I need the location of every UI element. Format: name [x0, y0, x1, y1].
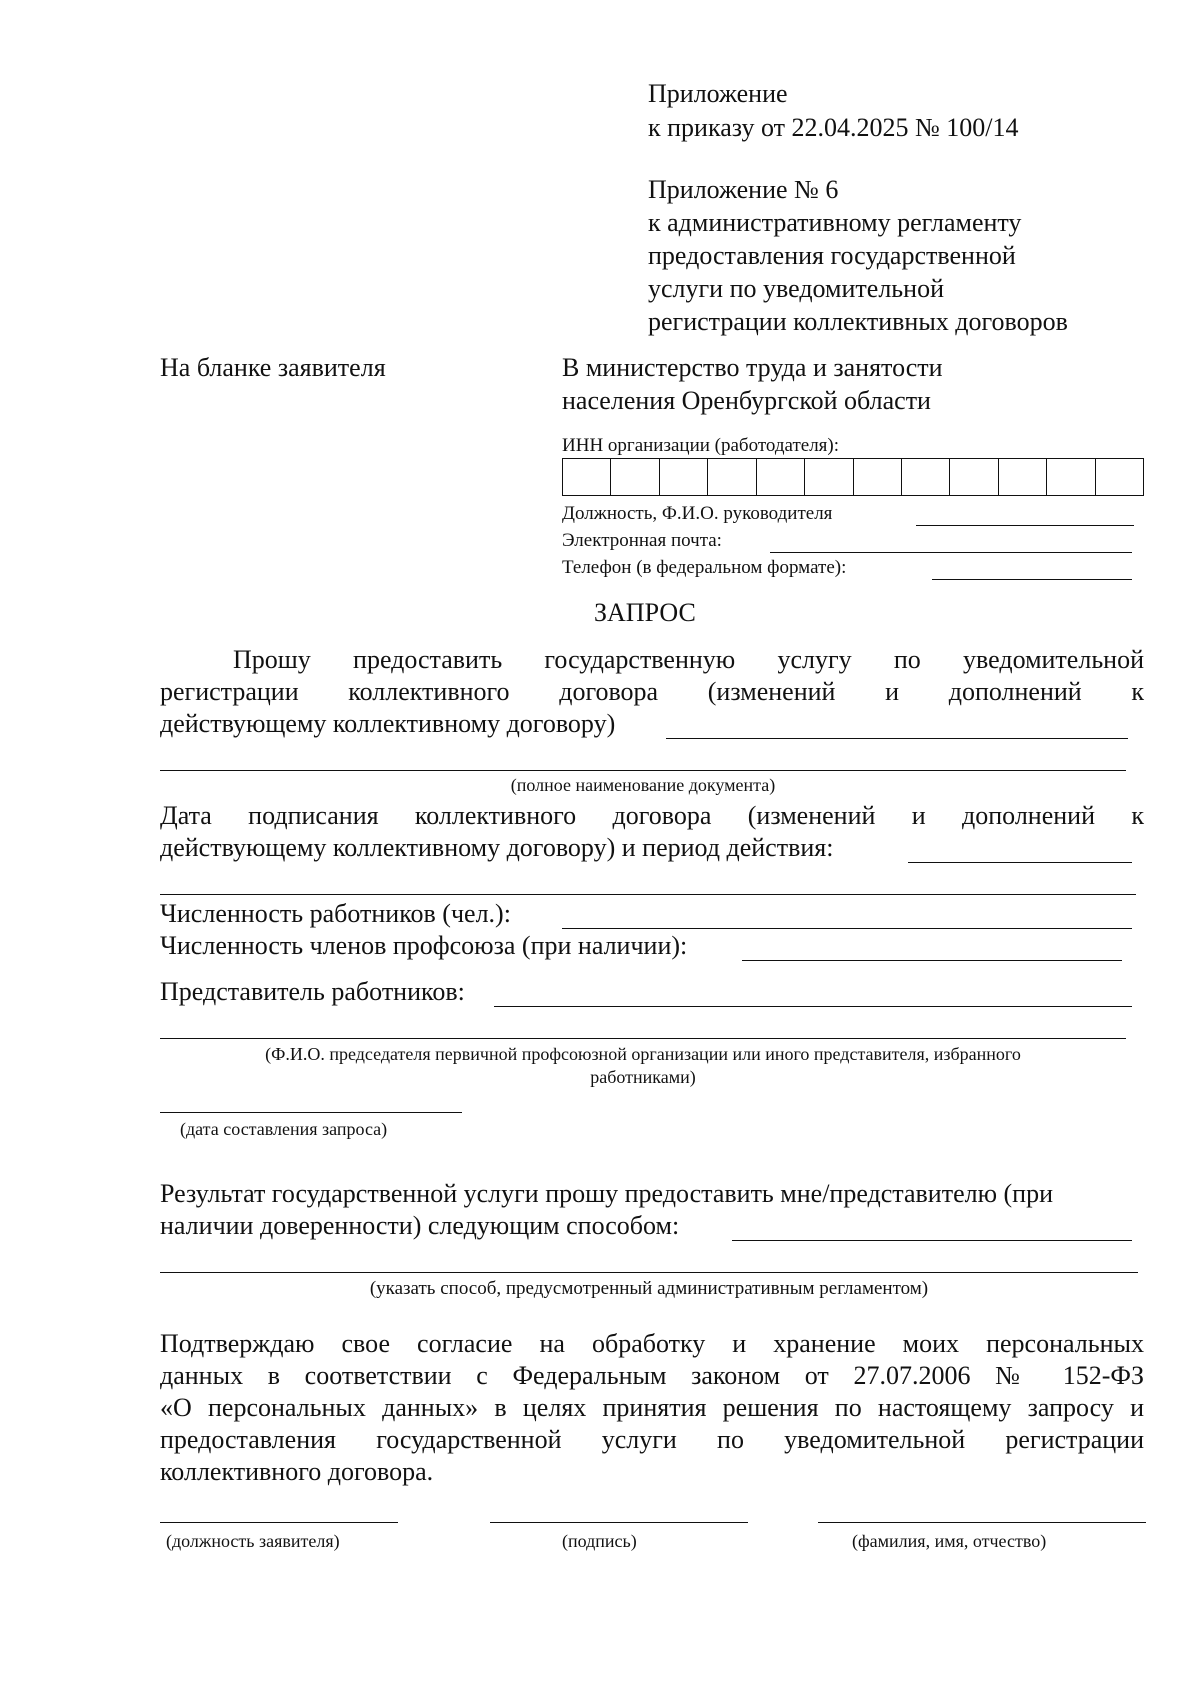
signing-line: Дата подписания коллективного договора (изменений и дополнений к [160, 801, 1144, 830]
appendix-order: к приказу от 22.04.2025 № 100/14 [648, 113, 1019, 142]
applicant-position-caption: (должность заявителя) [166, 1531, 340, 1551]
inn-digit-cell[interactable] [853, 459, 901, 495]
consent-line: «О персональных данных» в целях принятия решения по настоящему запросу и [160, 1393, 1144, 1422]
workers-label: Численность работников (чел.): [160, 899, 511, 928]
document-name-caption: (полное наименование документа) [510, 775, 776, 795]
appendix6-title: Приложение № 6 [648, 175, 839, 204]
recipient-line: В министерство труда и занятости [562, 353, 943, 382]
inn-digit-cell[interactable] [610, 459, 658, 495]
signing-period-field[interactable] [908, 862, 1132, 863]
fullname-caption: (фамилия, имя, отчество) [852, 1531, 1047, 1551]
union-label: Численность членов профсоюза (при наличии): [160, 931, 688, 960]
workers-field[interactable] [562, 928, 1132, 929]
signing-period-field-2[interactable] [160, 894, 1136, 895]
position-label: Должность, Ф.И.О. руководителя [562, 503, 833, 524]
appendix6-line: к административному регламенту [648, 208, 1022, 237]
inn-digit-cell[interactable] [756, 459, 804, 495]
appendix6-line: регистрации коллективных договоров [648, 307, 1068, 336]
inn-digit-cell[interactable] [1095, 459, 1143, 495]
inn-digit-cell[interactable] [563, 459, 610, 495]
signature-field[interactable] [490, 1522, 748, 1523]
inn-digit-cell[interactable] [659, 459, 707, 495]
consent-line: коллективного договора. [160, 1457, 434, 1486]
inn-label: ИНН организации (работодателя): [562, 435, 840, 456]
result-line: Результат государственной услуги прошу предоставить мне/представителю (при [160, 1179, 1054, 1208]
inn-digit-cell[interactable] [1046, 459, 1094, 495]
recipient-line: населения Оренбургской области [562, 386, 931, 415]
document-name-field-2[interactable] [160, 770, 1126, 771]
phone-label: Телефон (в федеральном формате): [562, 557, 847, 578]
request-date-field[interactable] [160, 1112, 462, 1113]
inn-digit-cell[interactable] [998, 459, 1046, 495]
request-date-caption: (дата составления запроса) [180, 1119, 388, 1139]
consent-line: Подтверждаю свое согласие на обработку и хранение моих персональных [160, 1329, 1144, 1358]
position-field[interactable] [916, 525, 1134, 526]
representative-field[interactable] [494, 1006, 1132, 1007]
request-line: регистрации коллективного договора (изменений и дополнений к [160, 677, 1144, 706]
result-line: наличии доверенности) следующим способом: [160, 1211, 680, 1240]
phone-field[interactable] [932, 579, 1132, 580]
fullname-field[interactable] [818, 1522, 1146, 1523]
appendix-title: Приложение [648, 79, 788, 108]
inn-digit-cell[interactable] [901, 459, 949, 495]
letterhead-note: На бланке заявителя [160, 353, 386, 382]
inn-digit-cell[interactable] [707, 459, 755, 495]
request-line: действующему коллективному договору) [160, 709, 616, 738]
representative-field-2[interactable] [160, 1038, 1126, 1039]
result-method-caption: (указать способ, предусмотренный административным регламентом) [369, 1278, 929, 1299]
applicant-position-field[interactable] [160, 1522, 398, 1523]
request-line: Прошу предоставить государственную услугу по уведомительной [233, 645, 1144, 674]
inn-digit-cell[interactable] [804, 459, 852, 495]
representative-caption: работниками) [590, 1067, 696, 1087]
consent-line: данных в соответствии с Федеральным законом от 27.07.2006 № 152-ФЗ [160, 1361, 1144, 1390]
representative-label: Представитель работников: [160, 977, 465, 1006]
result-method-field-2[interactable] [160, 1272, 1138, 1273]
appendix6-line: услуги по уведомительной [648, 274, 944, 303]
signing-line: действующему коллективному договору) и период действия: [160, 833, 834, 862]
result-method-field[interactable] [732, 1240, 1132, 1241]
appendix6-line: предоставления государственной [648, 241, 1016, 270]
signature-caption: (подпись) [562, 1531, 637, 1551]
union-field[interactable] [742, 960, 1122, 961]
consent-line: предоставления государственной услуги по уведомительной регистрации [160, 1425, 1144, 1454]
document-name-field[interactable] [666, 738, 1128, 739]
inn-digit-cell[interactable] [949, 459, 997, 495]
representative-caption: (Ф.И.О. председателя первичной профсоюзной организации или иного представителя, избранного [265, 1044, 1021, 1064]
document-title: ЗАПРОС [594, 598, 696, 627]
email-field[interactable] [770, 552, 1132, 553]
inn-input-grid[interactable] [562, 458, 1144, 496]
email-label: Электронная почта: [562, 530, 722, 551]
